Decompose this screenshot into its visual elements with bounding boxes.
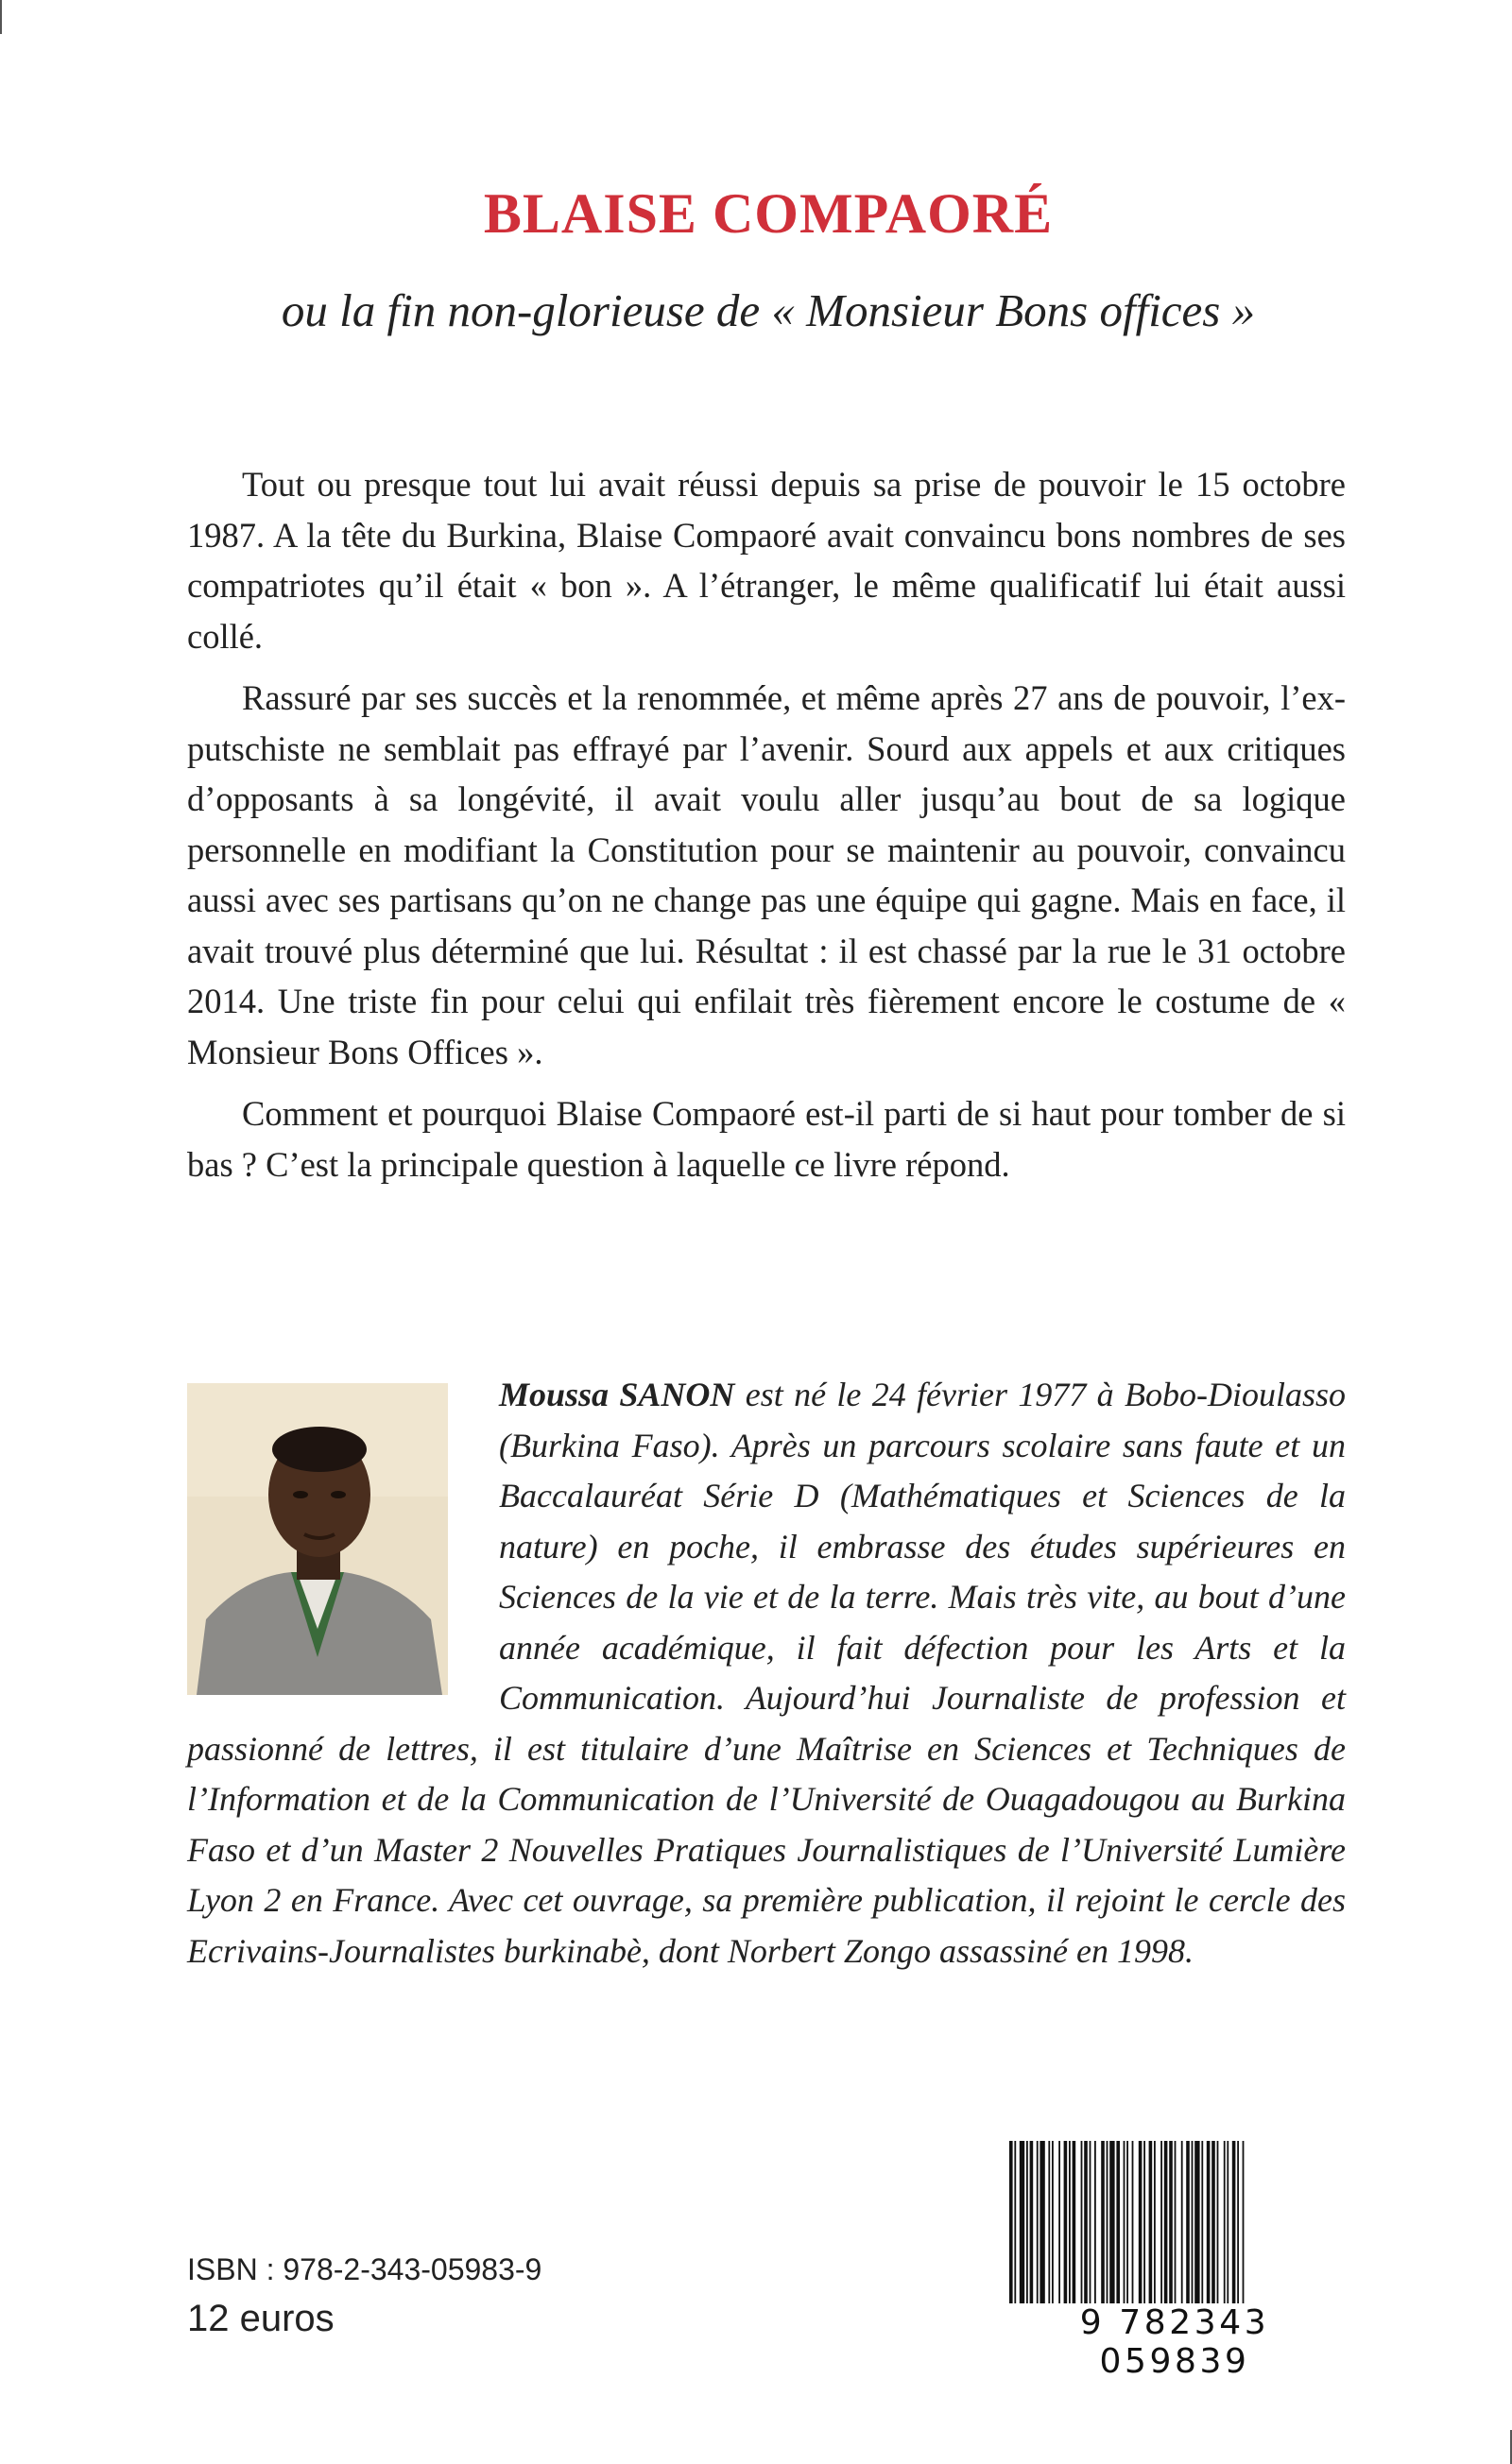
- barcode-bar: [1154, 2141, 1156, 2330]
- barcode-bar: [1232, 2141, 1236, 2330]
- barcode-bar: [1052, 2141, 1054, 2330]
- barcode-bar: [1026, 2141, 1028, 2330]
- barcode-bar: [1149, 2141, 1153, 2330]
- barcode-bar: [1227, 2141, 1228, 2330]
- barcode-bar: [1186, 2141, 1190, 2330]
- barcode-bar: [1020, 2141, 1024, 2330]
- barcode-bar: [1069, 2141, 1071, 2330]
- barcode-bar: [1014, 2141, 1016, 2330]
- barcode-bar: [1084, 2141, 1088, 2330]
- barcode-bar: [1048, 2141, 1050, 2330]
- barcode-bar: [1224, 2141, 1226, 2330]
- barcode-bar: [1081, 2141, 1083, 2330]
- barcode-bar: [1126, 2141, 1128, 2330]
- barcode-bar: [1116, 2141, 1120, 2330]
- barcode-bar: [1107, 2141, 1108, 2330]
- barcode-bar: [1109, 2141, 1114, 2330]
- barcode-digits: 9 782343 059839: [1005, 2303, 1344, 2381]
- barcode-bar: [1207, 2141, 1211, 2330]
- barcode-bar: [1101, 2141, 1105, 2330]
- barcode-bar: [1194, 2141, 1199, 2330]
- barcode-bar: [1040, 2141, 1044, 2330]
- barcode-bar: [1192, 2141, 1194, 2330]
- author-name: Moussa SANON: [499, 1376, 735, 1413]
- barcode-bar: [1030, 2141, 1034, 2330]
- barcode-bar: [1169, 2141, 1173, 2330]
- blurb-paragraph: Rassuré par ses succès et la renommée, et même après 27 ans de pouvoir, l’ex-putschiste ne semblait pas effrayé par l’avenir. Sourd aux appels et aux critiques d’opposants à sa longévité, il avait voulu aller jusqu’au bout de sa logique personnelle en modifiant la Constitution pour se maintenir au pouvoir, convaincu aussi avec ses partisans qu’on ne change pas une équipe qui gagne. Mais en face, il avait trouvé plus déterminé que lui. Résultat : il est chassé par la rue le 31 octobre 2014. Une triste fin pour celui qui enfilait très fièrement encore le costume de « Monsieur Bons Offices ».: [187, 678, 1346, 1071]
- barcode-bar: [1094, 2141, 1096, 2330]
- barcode-bar: [1217, 2141, 1219, 2330]
- barcode-bar: [1058, 2141, 1060, 2330]
- blurb-paragraph: Comment et pourquoi Blaise Compaoré est-il parti de si haut pour tomber de si bas ? C’est la principale question à laquelle ce livre répond.: [187, 1094, 1346, 1184]
- barcode-bar: [1175, 2141, 1177, 2330]
- barcode-bar: [1064, 2141, 1068, 2330]
- barcode-bar: [1160, 2141, 1162, 2330]
- barcode-bar: [1181, 2141, 1183, 2330]
- price: 12 euros: [187, 2298, 335, 2339]
- barcode-bar: [1090, 2141, 1091, 2330]
- barcode-bar: [1009, 2141, 1013, 2330]
- barcode-bar: [1143, 2141, 1145, 2330]
- barcode-bar: [1124, 2141, 1125, 2330]
- crop-mark-top-left: [0, 0, 2, 34]
- book-title: BLAISE COMPAORÉ: [483, 182, 1054, 245]
- barcode-bar: [1139, 2141, 1143, 2330]
- book-subtitle: ou la fin non-glorieuse de « Monsieur Bons offices »: [281, 284, 1256, 336]
- barcode-bar: [1243, 2141, 1245, 2330]
- author-bio-text: est né le 24 février 1977 à Bobo-Dioulasso (Burkina Faso). Après un parcours scolaire sans faute et un Baccalauréat Série D (Mathématiques et Sciences de la nature) en poche, il embrasse des études supérieures en Sciences de la vie et de la terre. Mais très vite, au bout d’une année académique, il fait défection pour les Arts et la Communication. Aujourd’hui Journaliste de profession et passionné de lettres, il est titulaire d’une Maîtrise en Sciences et Techniques de l’Information et de la Communication de l’Université de Ouagadougou au Burkina Faso et d’un Master 2 Nouvelles Pratiques Journalistiques de l’Université Lumière Lyon 2 en France. Avec cet ouvrage, sa première publication, il rejoint le cercle des Ecrivains-Journalistes burkinabè, dont Norbert Zongo assassiné en 1998.: [187, 1376, 1346, 1970]
- barcode-bar: [1132, 2141, 1134, 2330]
- barcode-bar: [1201, 2141, 1203, 2330]
- isbn: ISBN : 978-2-343-05983-9: [187, 2252, 542, 2286]
- barcode-bar: [1164, 2141, 1168, 2330]
- barcode-bar: [1237, 2141, 1239, 2330]
- author-bio: [187, 1370, 1346, 1976]
- barcode-bar: [1037, 2141, 1039, 2330]
- blurb-paragraph: Tout ou presque tout lui avait réussi depuis sa prise de pouvoir le 15 octobre 1987. A la tête du Burkina, Blaise Compaoré avait convaincu bons nombres de ses compatriotes qu’il était « bon ». A l’étranger, le même qualificatif lui était aussi collé.: [187, 465, 1346, 656]
- photo-spacer: [187, 1370, 499, 1710]
- barcode-bar: [1211, 2141, 1215, 2330]
- back-cover-blurb: [187, 459, 1346, 1201]
- barcode-bar: [1073, 2141, 1076, 2330]
